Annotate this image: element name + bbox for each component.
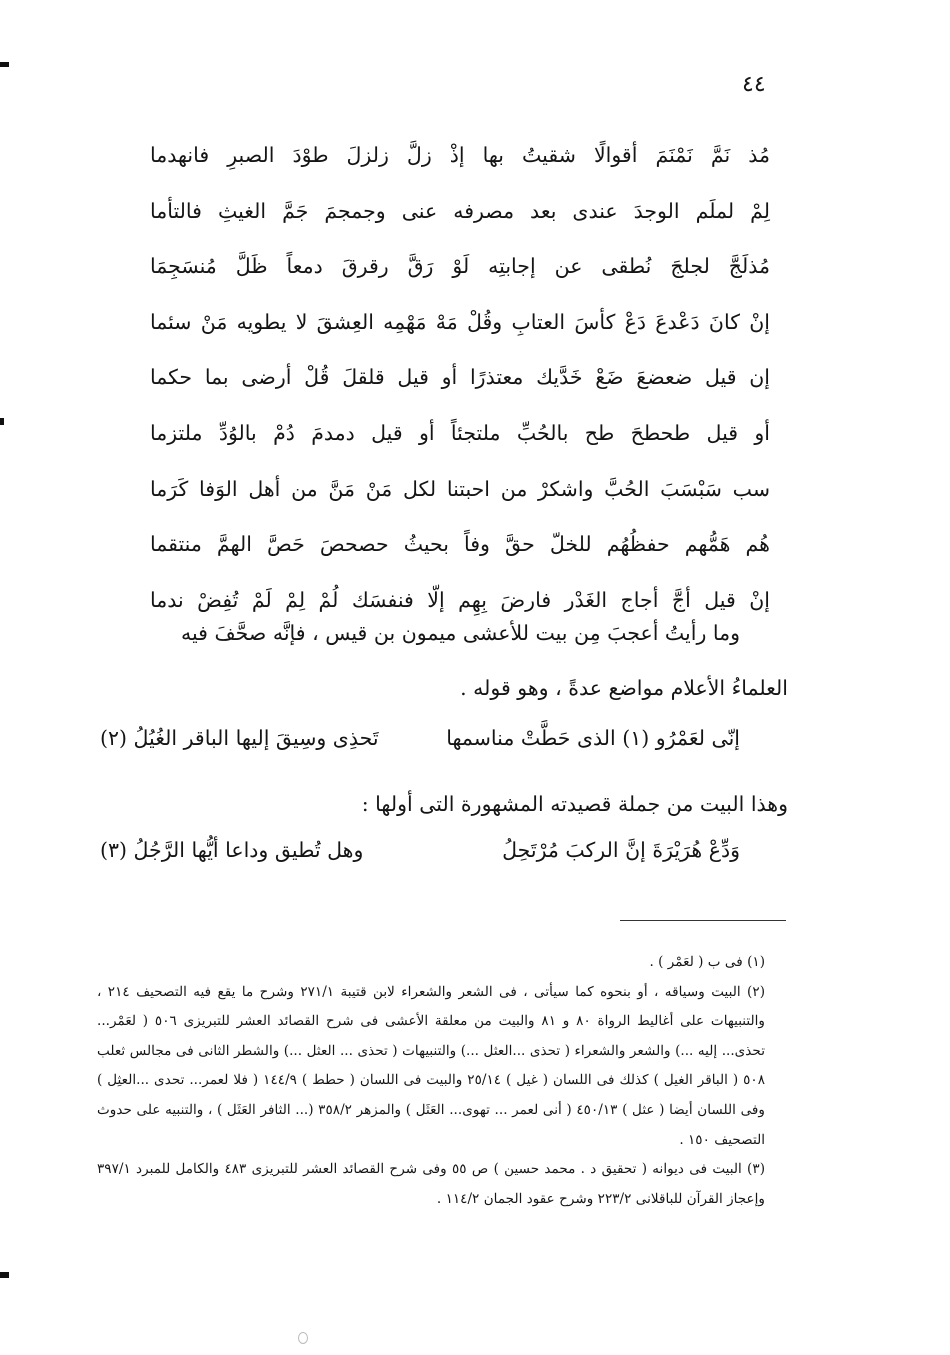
verse-line: هُم هَمُّهم حفظُهُم للخلّ حقَّ وفاً بحيثُ حصحصَ حَصَّ الهمَّ منتقما: [150, 532, 770, 557]
verse-line: إن قيل ضعضعَ ضَعْ خَدَّيك معتذرًا أو قيل قلقلَ قُلْ أرضى بما حكما: [150, 365, 770, 390]
verse-line: إنْ قيل أجَّ أجاج الغَدْر فارضَ بِهِم إلّا فنفسَك لُمْ لِمْ لَمْ تُفِضْ ندما: [150, 587, 770, 612]
quoted-couplet-1: [100, 716, 740, 760]
verse-line: مُذ نَمَّ نَمْنَمَ أقوالًا شقيتُ بها إذْ زلَّ زلزلَ طوْدَ الصبرِ فانهدما: [150, 143, 770, 167]
scan-edge-mark-bottom: [0, 1272, 9, 1278]
scan-artifact: [298, 1332, 308, 1344]
scan-edge-mark-top: [0, 62, 9, 67]
footnote-1: (١) فى ب ( لعَمْر ) .: [649, 954, 765, 970]
prose-line: وما رأيتُ أعجبَ مِن بيت للأعشى ميمون بن قيس ، فإنَّه صحَّفَ فيه: [180, 621, 740, 645]
footnotes: [97, 948, 787, 1214]
first-hemistich: وَدِّعْ هُرَيْرَةَ إنَّ الركبَ مُرْتَحِلُ: [502, 838, 740, 862]
prose-paragraph: [95, 606, 788, 716]
quoted-couplet-2: [100, 828, 740, 872]
scan-edge-mark-middle: [0, 418, 4, 425]
first-hemistich: إنّى لعَمْرُو (١) الذى حَطَّتْ مناسمها: [446, 726, 740, 750]
verse-line: لِمْ لملَم الوجدَ عندى بعد مصرفه عنى وجمجمَ جَمَّ الغيثِ فالتأما: [150, 198, 770, 223]
second-hemistich: تَحذِى وسِيقَ إليها الباقر الغُيُلُ (٢): [100, 726, 379, 750]
verse-line: إنْ كانَ دَعْدعَ دَعْ كأسَ العتابِ وقُلْ مَهْ مَهْمِه العِشقَ لا يطويه مَنْ سئما: [150, 309, 770, 334]
footnote-separator: [620, 920, 786, 921]
page-number: ٤٤: [742, 72, 766, 97]
footnote-2: (٢) البيت وسياقه ، أو بنحوه كما سيأتى ، فى الشعر والشعراء لابن قتيبة ٢٧١/١ وشرح ما يقع فيه التصحيف ٢١٤ ، والتنبيهات على أغاليط الرواة ٨٠ و ٨١ والبيت من معلقة الأعشى فى شرح القصائد العشر للتبريزى ٥٠٦ ( لعَمْر... تحذى... إليه ...) والشعر والشعراء ( تحذى ...العثل ...) والتنبيهات ( تحذى ... العثل ...) والشطر الثانى فى مجالس ثعلب ٥٠٨ ( الباقر الغيل ) كذلك فى اللسان ( غيل ) ٢٥/١٤ والبيت فى اللسان ( حطط ) ١٤٤/٩ ( فلا لعمر... تحدى ...العثِل ) وفى اللسان أيضا ( عثل ) ٤٥٠/١٣ ( أنى لعمر ... تهوى... العَثَل ) والمزهر ٣٥٨/٢ (... الثافر العَثَل ) ، والتنبيه على حدوث التصحيف ١٥٠ .: [97, 983, 765, 1148]
prose-line: العلماءُ الأعلام مواضع عدةً ، وهو قوله .: [460, 676, 788, 700]
footnote-3: (٣) البيت فى ديوانه ( تحقيق د . محمد حسين ) ص ٥٥ وفى شرح القصائد العشر للتبريزى ٤٨٣ والكامل للمبرد ٣٩٧/١ وإعجاز القرآن للباقلانى ٢٢٣/٢ وشرح عقود الجمان ١١٤/٢ .: [97, 1161, 765, 1207]
second-hemistich: وهل تُطيق وداعا أيُّها الرَّجُلُ (٣): [100, 838, 364, 862]
intro-line: وهذا البيت من جملة قصيدته المشهورة التى أولها :: [361, 792, 788, 816]
verse-line: سب سَبْسَبَ الحُبَّ واشكرْ من احبتنا لكل مَنْ مَنَّ من أهل الوَفا كَرَما: [150, 476, 770, 501]
poem-verses: [150, 128, 770, 628]
verse-line: أو قيل طحطحَ طح بالحُبِّ ملتجئاً أو قيل دمدمَ دُمْ بالوُدِّ ملتزما: [150, 420, 770, 445]
verse-line: مُذلَجَّ لجلجَ نُطقى عن إجابتِه لَوْ رَقَّ رقرقَ دمعاً ظَلَّ مُنسَجِمَا: [150, 254, 770, 279]
